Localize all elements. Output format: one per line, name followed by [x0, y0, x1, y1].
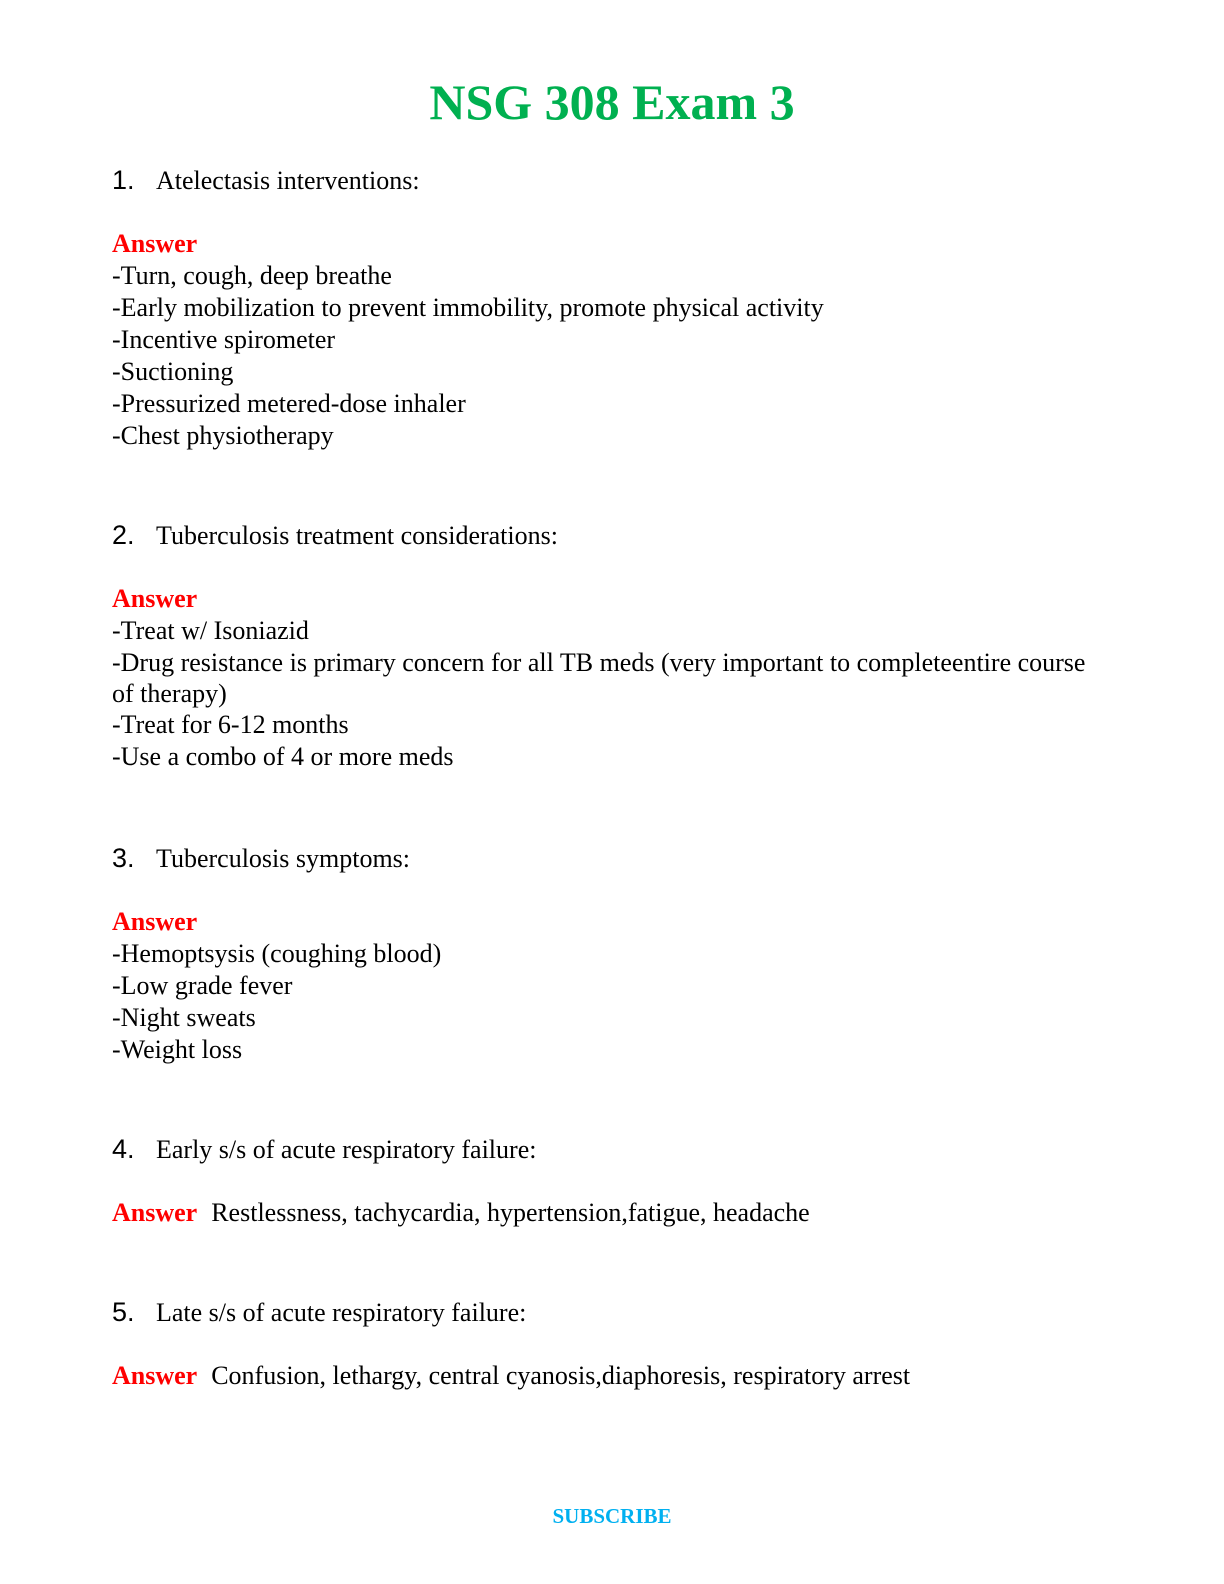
answer-line: -Use a combo of 4 or more meds	[112, 742, 454, 771]
answer-line: -Weight loss	[112, 1035, 243, 1064]
answer-line: -Low grade fever	[112, 971, 293, 1000]
answer-line: -Treat w/ Isoniazid	[112, 616, 309, 645]
answer-line: -Pressurized metered-dose inhaler	[112, 389, 466, 418]
answer-line: -Hemoptsysis (coughing blood)	[112, 939, 442, 968]
answer-line: -Suctioning	[112, 357, 234, 386]
subscribe-link[interactable]: SUBSCRIBE	[552, 1504, 672, 1528]
question-text: Tuberculosis symptoms:	[156, 844, 411, 873]
question-text: Tuberculosis treatment considerations:	[156, 521, 558, 550]
answer-text: Confusion, lethargy, central cyanosis,diaphoresis, respiratory arrest	[211, 1361, 911, 1390]
question-3	[112, 842, 1112, 1066]
question-number: 4.	[112, 1134, 135, 1164]
answer-label: Answer	[112, 1361, 198, 1390]
question-2	[112, 519, 1087, 773]
question-1	[112, 164, 1112, 452]
answer-text: Restlessness, tachycardia, hypertension,fatigue, headache	[211, 1198, 810, 1227]
answer-label: Answer	[112, 584, 198, 613]
answer-line: -Incentive spirometer	[112, 325, 336, 354]
question-number: 1.	[112, 165, 135, 195]
answer-label: Answer	[112, 229, 198, 258]
answer-line: -Treat for 6-12 months	[112, 710, 349, 739]
answer-line: -Night sweats	[112, 1003, 256, 1032]
question-number: 3.	[112, 843, 135, 873]
question-4	[112, 1133, 1112, 1229]
question-text: Early s/s of acute respiratory failure:	[156, 1135, 537, 1164]
page-title: NSG 308 Exam 3	[429, 74, 795, 130]
answer-label: Answer	[112, 1198, 198, 1227]
answer-line: -Early mobilization to prevent immobility, promote physical activity	[112, 293, 824, 322]
question-text: Atelectasis interventions:	[156, 166, 420, 195]
question-number: 5.	[112, 1297, 135, 1327]
answer-line: -Drug resistance is primary concern for all TB meds (very important to completeentire course of therapy)	[112, 648, 1086, 708]
question-text: Late s/s of acute respiratory failure:	[156, 1298, 527, 1327]
question-5	[112, 1296, 1112, 1392]
answer-line: -Turn, cough, deep breathe	[112, 261, 392, 290]
question-number: 2.	[112, 520, 135, 550]
answer-label: Answer	[112, 907, 198, 936]
answer-line: -Chest physiotherapy	[112, 421, 334, 450]
